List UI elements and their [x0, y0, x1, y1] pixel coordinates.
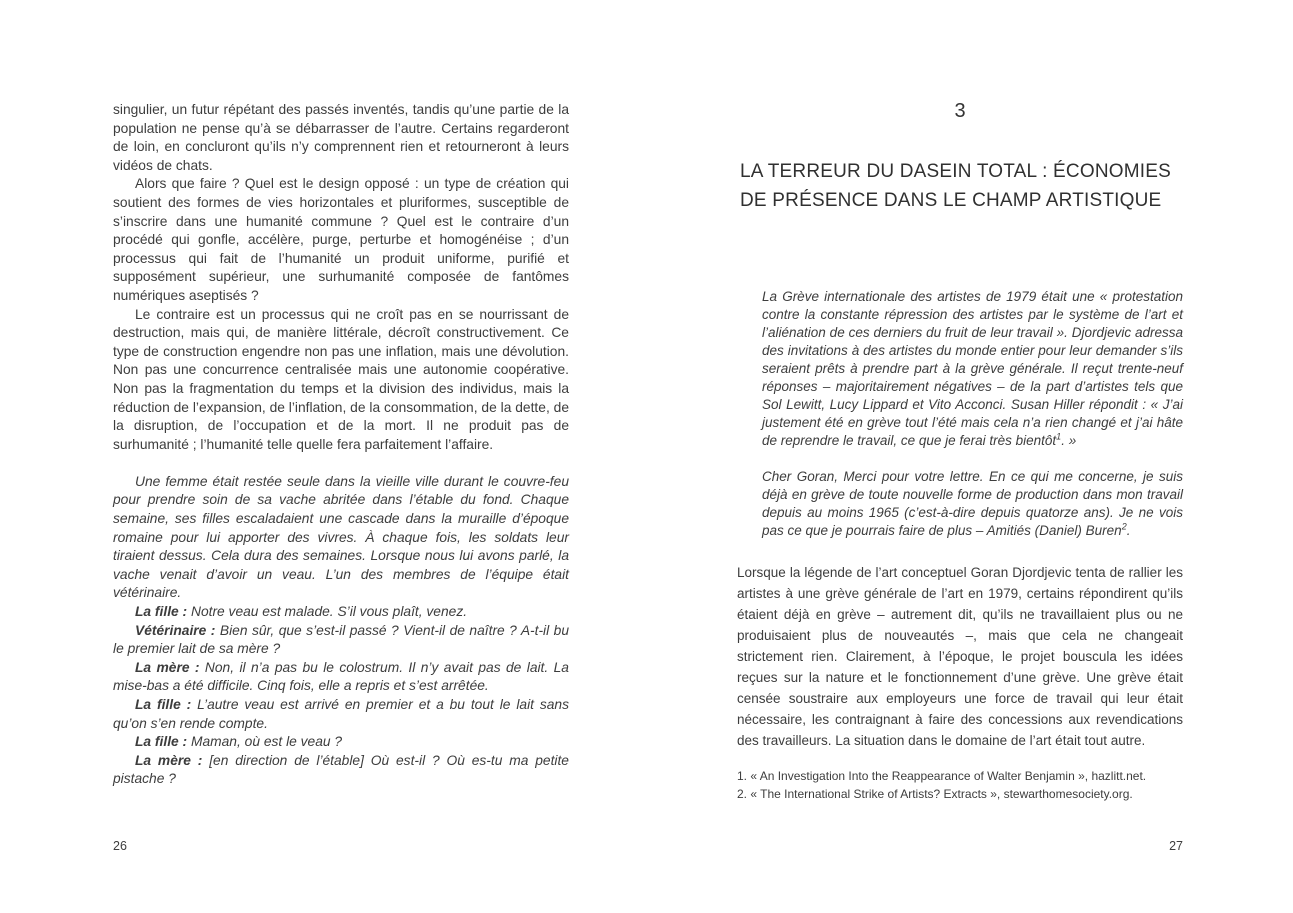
footnote-ref-2: 2 [1121, 521, 1127, 532]
chapter-title [740, 158, 1190, 215]
dialogue-speaker: La fille : [135, 734, 188, 750]
dialogue-line [113, 696, 569, 733]
chapter-number: 3 [954, 100, 966, 122]
blockquote-buren-letter [762, 468, 1183, 540]
footnote-ref-1: 1 [1056, 431, 1062, 442]
blockquote-strike-1979 [762, 288, 1183, 450]
dialogue-speaker: Vétérinaire : [135, 622, 216, 638]
dialogue-line [113, 622, 569, 659]
dialogue-text: Bien sûr, que s’est-il passé ? Vient-il de naître ? A-t-il bu le premier lait de sa mère ? [113, 622, 570, 657]
story-intro-paragraph: Une femme était restée seule dans la vieille ville durant le couvre-feu pour prendre soin de sa vache abritée dans l’étable du fond. Chaque semaine, ses filles escaladaient une cascade dans la muraille d’époque romaine pour lui apporter des vivres. À chaque fois, les soldats leur tiraient dessus. Cela dura des semaines. Lorsque nous lui avons parlé, la vache venait d’avoir un veau. L’un des membres de l’équipe était vétérinaire. [113, 473, 569, 601]
paragraph-continuation: singulier, un futur répétant des passés inventés, tandis qu’une partie de la population ne pense qu’à se débarrasser de l’autre. Certains regarderont de loin, en concluront qu’ils n’y comprennent rien et retourneront à leurs vidéos de chats. [113, 102, 569, 173]
dialogue-text: [en direction de l’étable] Où est-il ? Où es-tu ma petite pistache ? [113, 752, 569, 787]
dialogue-speaker: La fille : [135, 604, 188, 620]
dialogue-line [113, 752, 569, 789]
body-paragraph: Lorsque la légende de l’art conceptuel Goran Djordjevic tenta de rallier les artistes à une grève générale de l’art en 1979, certains répondirent qu’ils étaient déjà en grève – autrement dit, qu’ils ne travaillaient plus ou ne produisaient plus de nouveautés –, mais que cela ne changeait strictement rien. Clairement, à l’époque, le projet bouscula les idées reçues sur la nature et le fonctionnement d’une grève. Une grève était censée soustraire aux employeurs une force de travail qui leur était nécessaire, les contraignant à faire des concessions aux revendications des travailleurs. La situation dans le domaine de l’art était tout autre. [737, 565, 1183, 748]
quote-text: Cher Goran, Merci pour votre lettre. En ce qui me concerne, je suis déjà en grève de toute nouvelle forme de production dans mon travail depuis au moins 1965 (c’est-à-dire depuis quatorze ans). Je ne vois pas ce que je pourrais faire de plus – Amitiés (Daniel) Buren [762, 469, 1183, 538]
footnote-1: 1. « An Investigation Into the Reappearance of Walter Benjamin », hazlitt.net. [737, 769, 1147, 783]
footnotes [737, 768, 1183, 803]
dialogue-speaker: La mère : [135, 752, 203, 768]
chapter-title-line-1: LA TERREUR DU DASEIN TOTAL : ÉCONOMIES [740, 161, 1171, 182]
quote-tail: . [1126, 523, 1131, 538]
dialogue-text: Maman, où est le veau ? [187, 734, 343, 750]
page-number-left: 26 [113, 839, 127, 853]
dialogue-speaker: La mère : [135, 659, 200, 675]
dialogue-line [113, 603, 569, 622]
paragraph: Alors que faire ? Quel est le design opposé : un type de création qui soutient des formes de vies horizontales et pluriformes, susceptible de s’inscrire dans une humanité commune ? Quel est le contraire d’un procédé qui gonfle, accélère, purge, perturbe et homogénéise ; d’un processus qui fait de l’humanité un produit uniforme, purifié et supposément supérieur, une surhumanité composée de fantômes numériques aseptisés ? [113, 176, 569, 303]
dialogue-speaker: La fille : [135, 697, 192, 712]
paragraph: Le contraire est un processus qui ne croît pas en se nourrissant de destruction, mais qui, de manière littérale, décroît constructivement. Ce type de construction engendre non pas une inflation, mais une dévolution. Non pas une concurrence centralisée mais une autonomie coopérative. Non pas la fragmentation du temps et la division des individus, mais la réduction de l’expansion, de l’inflation, de la consommation, de la dette, de la disruption, de l’occupation et de la mort. Il ne produit pas de surhumanité ; l’humanité telle quelle fera parfaitement l’affaire. [113, 306, 569, 452]
chapter-title-line-2: DE PRÉSENCE DANS LE CHAMP ARTISTIQUE [740, 189, 1162, 211]
page-left-text-column [113, 101, 569, 789]
dialogue-line [113, 733, 569, 752]
footnote-2: 2. « The International Strike of Artists? Extracts », stewarthomesociety.org. [737, 786, 1133, 801]
quote-text: La Grève internationale des artistes de 1979 était une « protestation contre la constante répression des artistes par le système de l’art et l’aliénation de ces derniers du fruit de leur travail ». Djordjevic adressa des invitations à des artistes du monde entier pour leur demander s’ils seraient prêts à prendre part à la grève générale. Il reçut trente-neuf réponses – majoritairement négatives – de la part d’artistes tels que Sol Lewitt, Lucy Lippard et Vito Acconci. Susan Hiller répondit : « J’ai justement été en grève tout l’été mais cela n’a rien changé et j’ai hâte de reprendre le travail, ce que je ferai très bientôt [762, 289, 1183, 448]
dialogue-text: L’autre veau est arrivé en premier et a bu tout le lait sans qu’on s’en rende compte. [113, 697, 569, 731]
blockquote-section [762, 288, 1183, 540]
dialogue-text: Non, il n’a pas bu le colostrum. Il n’y avait pas de lait. La mise-bas a été difficile. Cinq fois, elle a repris et s’est arrêtée. [113, 659, 569, 694]
dialogue-text: Notre veau est malade. S’il vous plaît, venez. [187, 604, 468, 620]
quote-tail: . » [1061, 433, 1077, 448]
page-number-right: 27 [1169, 839, 1183, 853]
dialogue-line [113, 659, 569, 696]
